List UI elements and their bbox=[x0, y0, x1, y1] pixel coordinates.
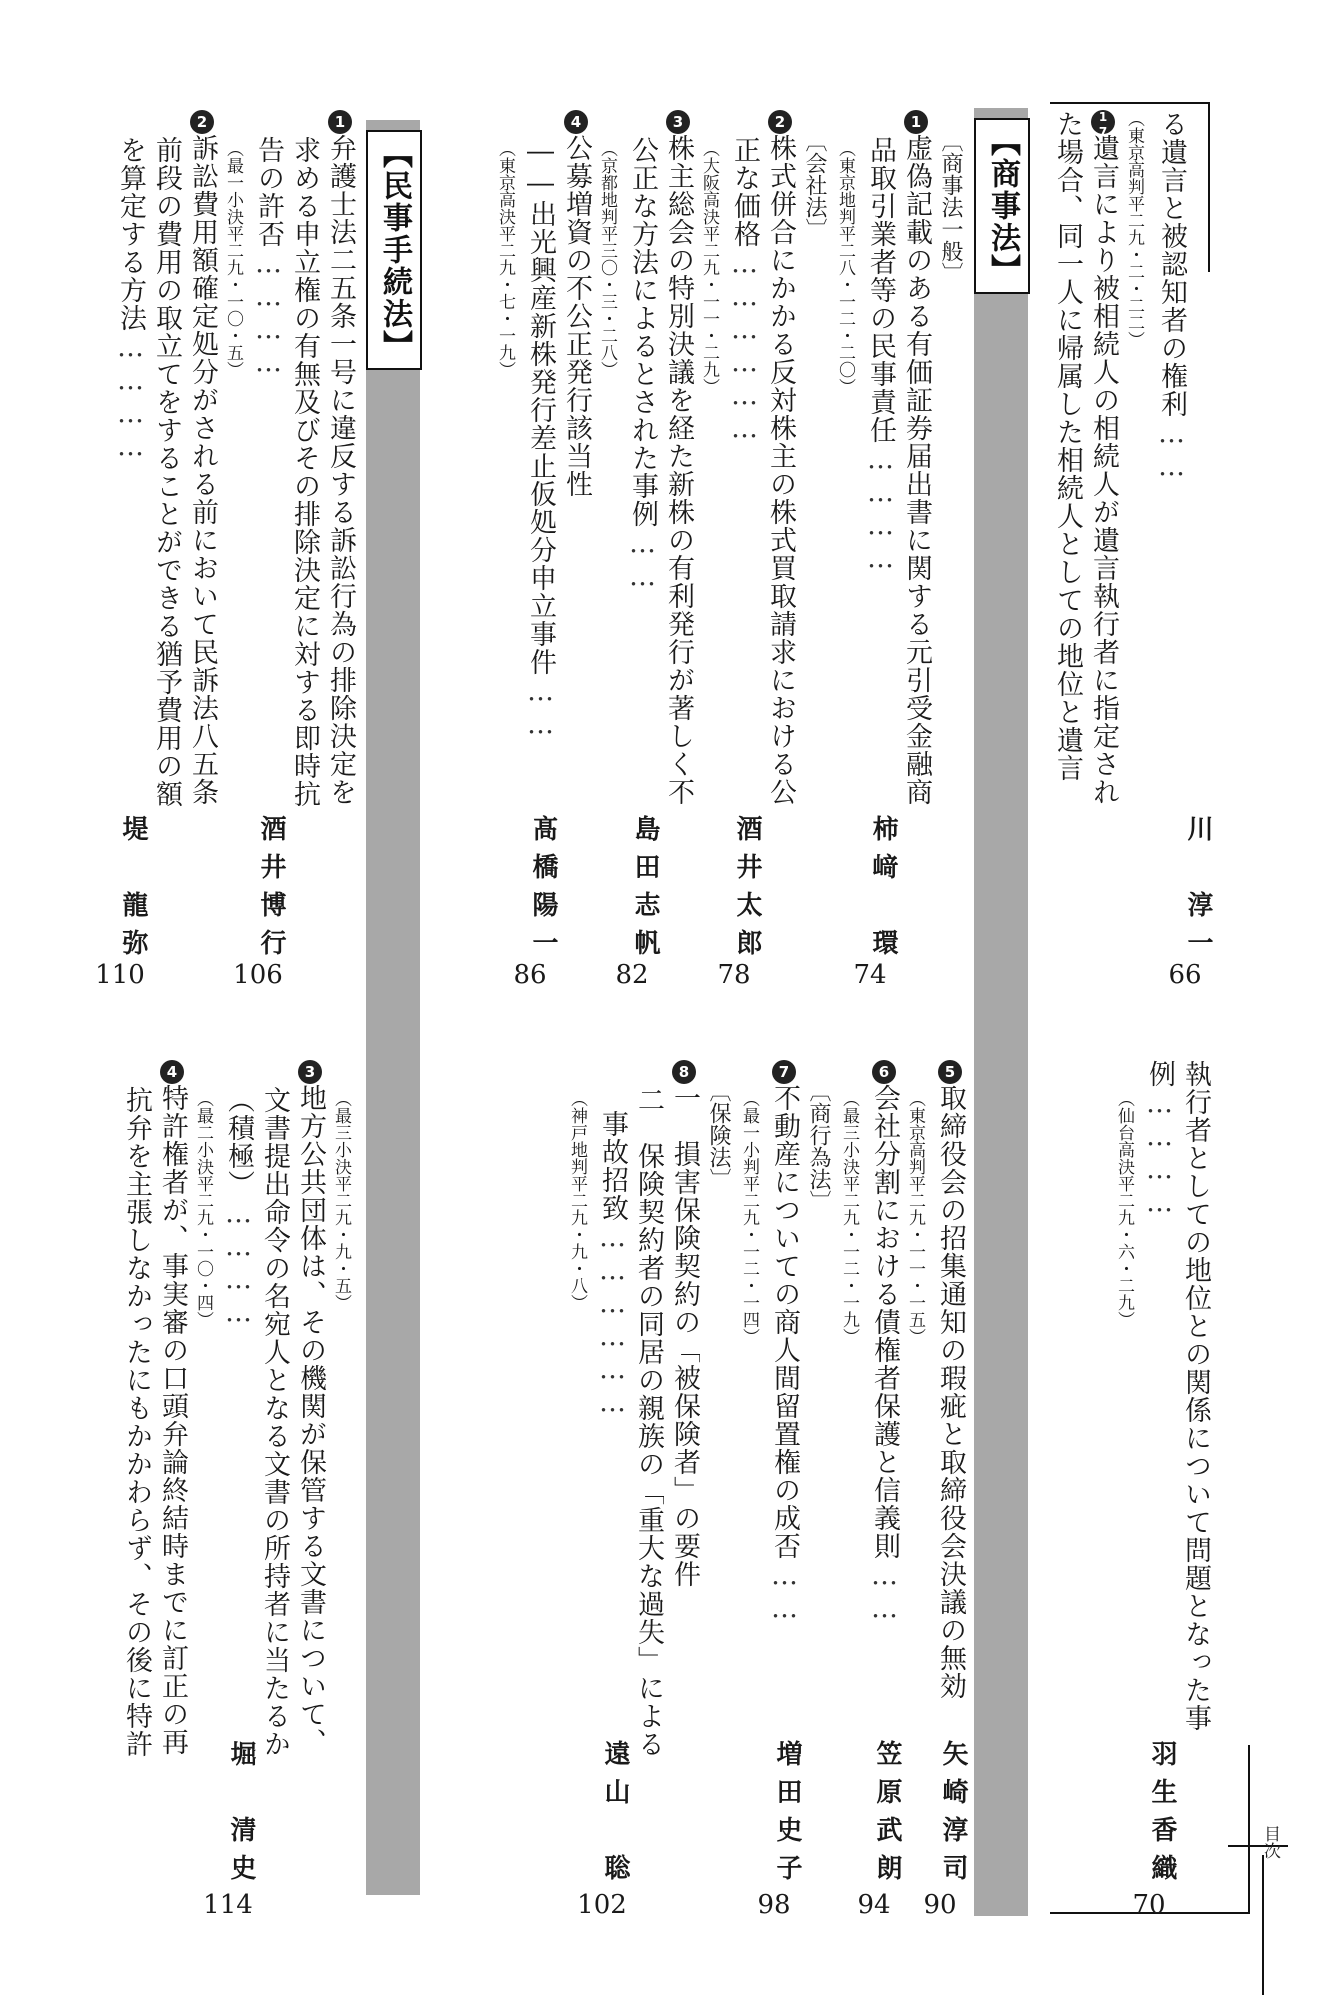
bottom-band-continuation bbox=[1095, 1060, 1215, 1920]
bottom-band-commercial bbox=[470, 1060, 970, 1920]
c6-court: （最三小決平二九・一二・一九） bbox=[839, 1090, 859, 1345]
p2-line1: 2訴訟費用額確定処分がされる前において民訴法八五条 bbox=[186, 110, 218, 990]
civil-procedure-label: 【民事手続法】 bbox=[366, 130, 422, 370]
entry-c4 bbox=[560, 110, 596, 990]
entry-p2-line3 bbox=[95, 110, 150, 990]
entry-p4-line2 bbox=[120, 1060, 156, 1920]
c2-author: 酒井太郎 bbox=[732, 815, 762, 955]
sub-corporate: 〔会社法〕 bbox=[802, 130, 827, 240]
entry-p3-line2 bbox=[258, 1060, 294, 1920]
c7-court: （最一小判平二九・一二・一四） bbox=[739, 1090, 759, 1345]
p3-line1: 3地方公共団体は、その機関が保管する文書について、 bbox=[294, 1060, 326, 1920]
p1-court-col bbox=[222, 110, 252, 990]
entry-17-line3 bbox=[1179, 1060, 1215, 1920]
p2-line3: を算定する方法………… bbox=[115, 136, 146, 464]
c1-line1: 1虚偽記載のある有価証券届出書に関する元引受金融商 bbox=[900, 110, 932, 990]
entry-continuation bbox=[1155, 110, 1215, 990]
c8-court-col bbox=[566, 1060, 596, 1920]
c1-court-col bbox=[834, 110, 864, 990]
entry-c1-line2 bbox=[853, 110, 900, 990]
circled-number-1b: 1 bbox=[328, 110, 352, 134]
entry-p1-line2 bbox=[288, 110, 324, 990]
entry-c5 bbox=[923, 1060, 970, 1920]
p3-line3: （積極）………… bbox=[223, 1086, 254, 1330]
leader-dots: …… bbox=[1156, 418, 1187, 484]
c5-court: （東京高判平二九・一一・一五） bbox=[905, 1090, 925, 1345]
sub-corporate-col bbox=[800, 110, 834, 990]
entry-17 bbox=[1087, 110, 1123, 990]
circled-number-6: 6 bbox=[872, 1060, 896, 1084]
circled-number-4: 4 bbox=[564, 110, 588, 134]
p3-line2: 文書提出命令の名宛人となる文書の所持者に当たるか bbox=[259, 1086, 290, 1758]
entry-c7 bbox=[757, 1060, 804, 1920]
e17-line1: 17遺言により被相続人の相続人が遺言執行者に指定され bbox=[1088, 110, 1119, 806]
c6-line1: 6会社分割における債権者保護と信義則…… bbox=[868, 1060, 900, 1920]
c7-author: 増田史子 bbox=[772, 1740, 802, 1880]
c2-court-col bbox=[698, 110, 728, 990]
sub-commercial-acts-col bbox=[804, 1060, 838, 1920]
c1-line2: 品取引業者等の民事責任………… bbox=[865, 136, 896, 576]
p4-court-col bbox=[192, 1060, 222, 1920]
c4-court-col bbox=[494, 110, 524, 990]
c3-author: 島田志帆 bbox=[630, 815, 660, 955]
cont-court: （東京高判平二九・二・二二） bbox=[1124, 110, 1144, 348]
c4-author: 髙橋陽一 bbox=[528, 815, 558, 955]
c2-court: （大阪高決平二九・一一・二九） bbox=[699, 140, 719, 395]
circled-number-2: 2 bbox=[768, 110, 792, 134]
entry-p3 bbox=[294, 1060, 330, 1920]
circled-number-17: 17 bbox=[1091, 110, 1115, 134]
c8-line2: 二 保険契約者の同居の親族の「重大な過失」による bbox=[633, 1086, 664, 1758]
p4-line2: 抗弁を主張しなかったにもかかわらず、その後に特許 bbox=[121, 1086, 152, 1758]
circled-number-1: 1 bbox=[904, 110, 928, 134]
civil-procedure-head bbox=[366, 120, 420, 1895]
e17-court: （仙台高決平二九・六・二九） bbox=[1114, 1090, 1134, 1328]
c3-line1: 3株主総会の特別決議を経た新株の有利発行が著しく不 bbox=[662, 110, 694, 990]
c8-line1: 8一 損害保険契約の「被保険者」の要件 bbox=[668, 1060, 700, 1920]
entry-c3 bbox=[662, 110, 698, 990]
p2-line2: 前段の費用の取立てをすることができる猶予費用の額 bbox=[151, 136, 182, 808]
c7-court-col bbox=[738, 1060, 768, 1920]
bottom-band-procedure bbox=[95, 1060, 360, 1920]
c6-page: 94 bbox=[857, 1890, 891, 1920]
c1-court: （東京地判平二八・一二・二〇） bbox=[835, 140, 855, 395]
c7-line1: 7不動産についての商人間留置権の成否…… bbox=[768, 1060, 800, 1920]
p1-line3: 告の許否………… bbox=[253, 136, 284, 380]
c5-page: 90 bbox=[923, 1890, 957, 1920]
e17-line2: た場合、同一人に帰属した相続人としての地位と遺言 bbox=[1052, 110, 1083, 782]
top-band-procedure bbox=[95, 110, 360, 990]
commercial-law-head bbox=[974, 108, 1028, 1916]
c4-page: 86 bbox=[513, 960, 547, 990]
entry-p2 bbox=[186, 110, 222, 990]
sub-general-col bbox=[936, 110, 970, 990]
circled-number-7: 7 bbox=[772, 1060, 796, 1084]
entry-17-line4 bbox=[1132, 1060, 1179, 1920]
entry-c4-line2 bbox=[513, 110, 560, 990]
entry-c3-line2 bbox=[615, 110, 662, 990]
c5-author: 矢崎淳司 bbox=[938, 1740, 968, 1880]
c5-court-col bbox=[904, 1060, 934, 1920]
c8-author: 遠山 聡 bbox=[600, 1740, 630, 1880]
e17-line4: 例………… bbox=[1144, 1060, 1175, 1220]
c2-line1: 2株式併合にかかる反対株主の株式買取請求における公 bbox=[764, 110, 796, 990]
c1-author: 柿﨑 環 bbox=[868, 815, 898, 955]
e17-court-col bbox=[1113, 1060, 1143, 1920]
p1-line1: 1弁護士法二五条一号に違反する訴訟行為の排除決定を bbox=[324, 110, 356, 990]
entry-c8-line2 bbox=[632, 1060, 668, 1920]
p1-court: （最一小決平二九・一〇・五） bbox=[223, 140, 243, 378]
sub-commercial-acts: 〔商行為法〕 bbox=[806, 1080, 831, 1212]
sub-commercial-general: 〔商事法一般〕 bbox=[938, 130, 963, 284]
entry-p2-line2 bbox=[150, 110, 186, 990]
entry-p4 bbox=[156, 1060, 192, 1920]
sub-insurance-col bbox=[704, 1060, 738, 1920]
p4-court: （最二小決平二九・一〇・四） bbox=[193, 1090, 213, 1328]
c2-line2: 正な価格……………… bbox=[729, 136, 760, 446]
c3-page: 82 bbox=[615, 960, 649, 990]
c6-court-col bbox=[838, 1060, 868, 1920]
e17-page: 70 bbox=[1132, 1890, 1166, 1920]
p4-line1: 4特許権者が、事実審の口頭弁論終結時までに訂正の再 bbox=[156, 1060, 188, 1920]
bottom-right-rule-v bbox=[1248, 1745, 1250, 1913]
circled-number-4b: 4 bbox=[160, 1060, 184, 1084]
c3-court: （京都地判平三〇・三・二八） bbox=[597, 140, 617, 378]
top-band-continuation bbox=[1045, 110, 1215, 990]
e17-line3: 執行者としての地位との関係について問題となった事 bbox=[1180, 1060, 1211, 1732]
cont-title: る遺言と被認知者の権利…… bbox=[1156, 110, 1187, 484]
p4-author: 堀 清史 bbox=[226, 1740, 256, 1880]
c8-court: （神戸地判平二九・九・八） bbox=[567, 1090, 587, 1311]
c8-line3: 事故招致……………… bbox=[597, 1110, 628, 1420]
e17-author: 羽生香織 bbox=[1147, 1740, 1177, 1880]
p4-page: 114 bbox=[203, 1890, 253, 1920]
sub-insurance: 〔保険法〕 bbox=[706, 1080, 731, 1190]
toc-rule-v bbox=[1262, 1855, 1264, 1995]
circled-number-3: 3 bbox=[666, 110, 690, 134]
entry-c6 bbox=[857, 1060, 904, 1920]
c7-page: 98 bbox=[757, 1890, 791, 1920]
entry-17-line2 bbox=[1051, 110, 1087, 990]
p3-court-col bbox=[330, 1060, 360, 1920]
c1-page: 74 bbox=[853, 960, 887, 990]
entry-c2 bbox=[764, 110, 800, 990]
p2-page: 110 bbox=[95, 960, 145, 990]
c4-line1: 4公募増資の不公正発行該当性 bbox=[560, 110, 592, 990]
p1-line2: 求める申立権の有無及びその排除決定に対する即時抗 bbox=[289, 136, 320, 808]
c6-author: 笠原武朗 bbox=[872, 1740, 902, 1880]
entry-c2-line2 bbox=[717, 110, 764, 990]
circled-number-2b: 2 bbox=[190, 110, 214, 134]
c4-court: （東京高決平二九・七・一九） bbox=[495, 140, 515, 378]
c3-court-col bbox=[596, 110, 626, 990]
p1-author: 酒井博行 bbox=[256, 815, 286, 955]
p1-page: 106 bbox=[233, 960, 283, 990]
c3-line2: 公正な方法によるとされた事例…… bbox=[627, 136, 658, 594]
c4-line2: ――出光興産新株発行差止仮処分申立事件…… bbox=[525, 136, 556, 742]
toc-label: 目次 bbox=[1260, 1825, 1280, 1859]
p2-author: 堤 龍弥 bbox=[118, 815, 148, 955]
c2-page: 78 bbox=[717, 960, 751, 990]
c5-line1: 5取締役会の招集通知の瑕疵と取締役会決議の無効 bbox=[934, 1060, 966, 1920]
cont-author: 川 淳一 bbox=[1183, 815, 1213, 955]
cont-page: 66 bbox=[1168, 960, 1202, 990]
p3-court: （最三小決平二九・九・五） bbox=[331, 1090, 351, 1311]
circled-number-3b: 3 bbox=[298, 1060, 322, 1084]
cont-court-col bbox=[1123, 110, 1155, 990]
entry-c8 bbox=[668, 1060, 704, 1920]
entry-c1 bbox=[900, 110, 936, 990]
entry-p1 bbox=[324, 110, 360, 990]
top-right-rule-h bbox=[1050, 102, 1210, 104]
commercial-law-label: 【商事法】 bbox=[974, 118, 1030, 294]
circled-number-8: 8 bbox=[672, 1060, 696, 1084]
c8-page: 102 bbox=[577, 1890, 627, 1920]
circled-number-5: 5 bbox=[938, 1060, 962, 1084]
top-band-commercial bbox=[440, 110, 970, 990]
